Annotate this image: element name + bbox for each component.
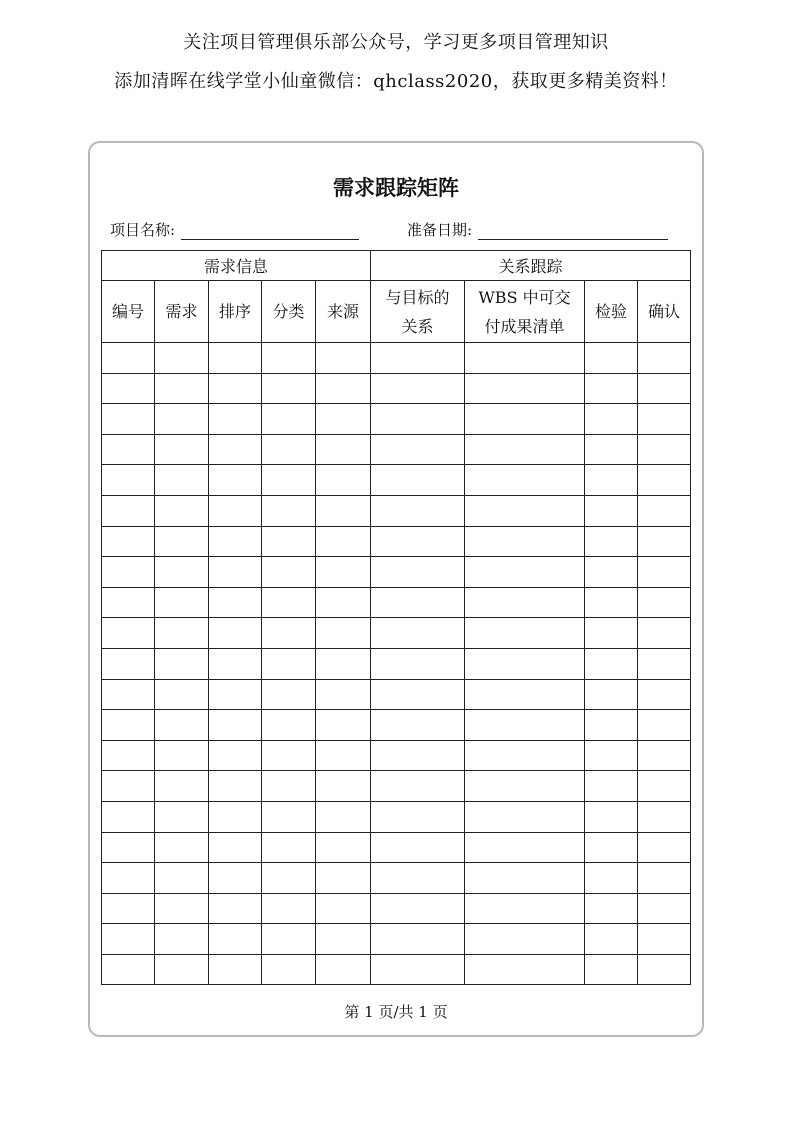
table-cell[interactable] [585,343,638,374]
table-cell[interactable] [465,404,585,435]
table-cell[interactable] [638,740,691,771]
table-row [102,465,691,496]
table-cell[interactable] [209,648,262,679]
table-cell[interactable] [102,434,155,465]
table-cell[interactable] [102,343,155,374]
table-cell[interactable] [316,526,371,557]
table-cell[interactable] [465,587,585,618]
table-cell[interactable] [371,404,465,435]
table-cell[interactable] [316,495,371,526]
column-header-verification-text: 检验 [594,302,627,321]
table-cell[interactable] [155,434,209,465]
table-cell[interactable] [585,740,638,771]
table-cell[interactable] [102,618,155,649]
table-cell[interactable] [638,801,691,832]
table-cell[interactable] [262,495,316,526]
table-cell[interactable] [155,465,209,496]
table-cell[interactable] [465,801,585,832]
table-cell[interactable] [638,526,691,557]
table-cell[interactable] [155,404,209,435]
page-number-footer: 第 1 页/共 1 页 [344,1003,448,1021]
column-header-requirement [155,281,209,343]
table-cell[interactable] [155,740,209,771]
table-cell[interactable] [316,618,371,649]
column-header-category-text: 分类 [272,302,305,321]
table-cell[interactable] [102,526,155,557]
column-header-priority-text: 排序 [218,302,251,321]
table-cell[interactable] [465,740,585,771]
table-cell[interactable] [585,924,638,955]
table-cell[interactable] [316,587,371,618]
column-header-wbs-deliverables [465,281,585,343]
table-cell[interactable] [638,710,691,741]
table-cell[interactable] [585,648,638,679]
table-cell[interactable] [371,740,465,771]
table-cell[interactable] [465,863,585,894]
table-cell[interactable] [155,771,209,802]
table-cell[interactable] [102,495,155,526]
table-cell[interactable] [209,710,262,741]
table-cell[interactable] [465,924,585,955]
table-cell[interactable] [638,863,691,894]
table-cell[interactable] [371,679,465,710]
column-header-requirement-text: 需求 [165,302,198,321]
table-cell[interactable] [209,924,262,955]
table-cell[interactable] [102,771,155,802]
table-cell[interactable] [262,863,316,894]
table-cell[interactable] [155,710,209,741]
table-cell[interactable] [262,954,316,985]
table-cell[interactable] [155,373,209,404]
table-cell[interactable] [102,373,155,404]
table-cell[interactable] [262,404,316,435]
table-cell[interactable] [102,832,155,863]
table-cell[interactable] [209,679,262,710]
table-row [102,710,691,741]
table-cell[interactable] [585,710,638,741]
table-cell[interactable] [371,618,465,649]
table-cell[interactable] [371,710,465,741]
table-cell[interactable] [585,557,638,588]
table-row [102,557,691,588]
prep-date-label: 准备日期: [407,221,473,239]
table-cell[interactable] [371,343,465,374]
table-cell[interactable] [209,495,262,526]
table-cell[interactable] [209,863,262,894]
table-cell[interactable] [465,832,585,863]
table-cell[interactable] [638,404,691,435]
project-name-blank-line[interactable] [181,223,359,240]
table-cell[interactable] [638,373,691,404]
table-row [102,924,691,955]
table-cell[interactable] [155,648,209,679]
table-cell[interactable] [209,526,262,557]
column-header-wbs-deliverables-line2: 付成果清单 [484,316,565,336]
table-cell[interactable] [102,465,155,496]
table-cell[interactable] [155,526,209,557]
table-row [102,771,691,802]
column-header-source [316,281,371,343]
table-cell[interactable] [585,587,638,618]
table-cell[interactable] [209,893,262,924]
table-cell[interactable] [638,587,691,618]
table-cell[interactable] [155,343,209,374]
table-row [102,495,691,526]
column-header-objective-relation-line2: 关系 [401,316,434,336]
requirements-traceability-table [101,250,691,985]
table-cell[interactable] [371,557,465,588]
table-cell[interactable] [585,526,638,557]
table-row [102,373,691,404]
table-cell[interactable] [316,648,371,679]
table-cell[interactable] [638,495,691,526]
column-header-id-text: 编号 [111,302,144,321]
table-cell[interactable] [102,740,155,771]
table-cell[interactable] [262,893,316,924]
group-header-relationship-tracking: 关系跟踪 [371,251,691,281]
table-cell[interactable] [262,465,316,496]
table-cell[interactable] [262,924,316,955]
table-cell[interactable] [316,343,371,374]
table-cell[interactable] [465,618,585,649]
table-cell[interactable] [155,954,209,985]
table-cell[interactable] [209,434,262,465]
table-cell[interactable] [155,557,209,588]
table-cell[interactable] [102,648,155,679]
project-name-field [110,219,359,240]
table-cell[interactable] [638,648,691,679]
table-cell[interactable] [465,648,585,679]
table-cell[interactable] [155,618,209,649]
table-cell[interactable] [371,526,465,557]
table-cell[interactable] [209,404,262,435]
table-cell[interactable] [371,863,465,894]
column-header-source-text: 来源 [326,302,359,321]
table-row [102,679,691,710]
table-cell[interactable] [371,434,465,465]
group-header-requirement-info: 需求信息 [102,251,371,281]
table-cell[interactable] [155,893,209,924]
table-cell[interactable] [316,924,371,955]
table-cell[interactable] [465,954,585,985]
table-cell[interactable] [155,924,209,955]
prep-date-field [407,219,668,240]
column-header-category [262,281,316,343]
table-cell[interactable] [209,740,262,771]
table-cell[interactable] [585,434,638,465]
table-cell[interactable] [262,679,316,710]
document-title: 需求跟踪矩阵 [333,176,459,200]
table-cell[interactable] [209,557,262,588]
table-cell[interactable] [316,863,371,894]
table-cell[interactable] [371,587,465,618]
table-cell[interactable] [209,954,262,985]
table-cell[interactable] [371,832,465,863]
table-cell[interactable] [102,924,155,955]
table-cell[interactable] [316,893,371,924]
table-cell[interactable] [585,618,638,649]
table-cell[interactable] [102,679,155,710]
table-cell[interactable] [316,740,371,771]
table-cell[interactable] [316,557,371,588]
table-cell[interactable] [465,434,585,465]
table-cell[interactable] [638,343,691,374]
table-row [102,648,691,679]
banner-line-1: 关注项目管理俱乐部公众号，学习更多项目管理知识 [183,32,609,53]
table-cell[interactable] [585,404,638,435]
table-cell[interactable] [316,832,371,863]
table-cell[interactable] [371,954,465,985]
table-cell[interactable] [638,771,691,802]
table-cell[interactable] [102,893,155,924]
column-header-validation [638,281,691,343]
table-cell[interactable] [465,557,585,588]
table-cell[interactable] [638,465,691,496]
table-cell[interactable] [102,954,155,985]
table-cell[interactable] [262,587,316,618]
table-row [102,954,691,985]
table-cell[interactable] [638,557,691,588]
table-cell[interactable] [316,771,371,802]
banner-line-2: 添加清晖在线学堂小仙童微信：qhclass2020，获取更多精美资料！ [114,71,678,92]
table-cell[interactable] [585,832,638,863]
table-row [102,434,691,465]
table-row [102,801,691,832]
table-cell[interactable] [371,373,465,404]
table-row [102,893,691,924]
table-cell[interactable] [316,710,371,741]
table-cell[interactable] [102,557,155,588]
prep-date-blank-line[interactable] [478,223,668,240]
table-cell[interactable] [465,771,585,802]
table-cell[interactable] [316,954,371,985]
table-cell[interactable] [465,373,585,404]
table-cell[interactable] [155,495,209,526]
table-cell[interactable] [638,832,691,863]
table-cell[interactable] [209,801,262,832]
table-cell[interactable] [102,801,155,832]
column-header-id [102,281,155,343]
table-cell[interactable] [638,618,691,649]
table-cell[interactable] [465,893,585,924]
table-cell[interactable] [209,465,262,496]
table-cell[interactable] [155,832,209,863]
table-cell[interactable] [262,373,316,404]
table-cell[interactable] [316,373,371,404]
column-header-verification [585,281,638,343]
table-cell[interactable] [102,404,155,435]
table-row [102,404,691,435]
table-cell[interactable] [209,618,262,649]
table-cell[interactable] [209,832,262,863]
column-header-priority [209,281,262,343]
table-cell[interactable] [316,434,371,465]
table-cell[interactable] [155,863,209,894]
table-cell[interactable] [262,434,316,465]
table-cell[interactable] [585,495,638,526]
table-cell[interactable] [585,863,638,894]
table-row [102,587,691,618]
table-row [102,343,691,374]
table-row [102,863,691,894]
table-cell[interactable] [638,679,691,710]
table-cell[interactable] [262,801,316,832]
table-cell[interactable] [262,710,316,741]
table-cell[interactable] [585,954,638,985]
table-row [102,526,691,557]
table-cell[interactable] [102,587,155,618]
table-cell[interactable] [262,648,316,679]
table-cell[interactable] [371,648,465,679]
table-cell[interactable] [585,893,638,924]
table-cell[interactable] [465,495,585,526]
table-cell[interactable] [585,771,638,802]
column-header-objective-relation [371,281,465,343]
table-cell[interactable] [316,465,371,496]
table-cell[interactable] [465,679,585,710]
table-row [102,832,691,863]
table-cell[interactable] [465,526,585,557]
table-cell[interactable] [316,679,371,710]
table-cell[interactable] [371,801,465,832]
table-cell[interactable] [638,924,691,955]
table-cell[interactable] [316,801,371,832]
table-cell[interactable] [316,404,371,435]
table-cell[interactable] [262,526,316,557]
table-cell[interactable] [155,587,209,618]
column-header-validation-text: 确认 [647,302,680,321]
table-cell[interactable] [638,893,691,924]
table-cell[interactable] [585,373,638,404]
table-cell[interactable] [262,771,316,802]
table-cell[interactable] [102,710,155,741]
table-cell[interactable] [155,801,209,832]
table-row [102,740,691,771]
table-cell[interactable] [102,863,155,894]
column-header-objective-relation-line1: 与目标的 [385,287,450,307]
column-header-wbs-deliverables-line1: WBS 中可交 [478,287,571,307]
table-cell[interactable] [371,495,465,526]
table-cell[interactable] [585,801,638,832]
table-cell[interactable] [585,465,638,496]
table-cell[interactable] [209,373,262,404]
table-cell[interactable] [585,679,638,710]
table-cell[interactable] [638,434,691,465]
table-cell[interactable] [262,832,316,863]
table-cell[interactable] [371,771,465,802]
table-cell[interactable] [371,893,465,924]
table-cell[interactable] [262,557,316,588]
table-cell[interactable] [209,771,262,802]
table-cell[interactable] [209,343,262,374]
table-cell[interactable] [371,924,465,955]
project-name-label: 项目名称: [110,221,176,239]
table-row [102,618,691,649]
table-cell[interactable] [371,465,465,496]
table-cell[interactable] [262,740,316,771]
table-cell[interactable] [638,954,691,985]
table-cell[interactable] [262,618,316,649]
table-cell[interactable] [465,465,585,496]
table-cell[interactable] [209,587,262,618]
table-cell[interactable] [465,710,585,741]
table-cell[interactable] [155,679,209,710]
table-cell[interactable] [465,343,585,374]
table-cell[interactable] [262,343,316,374]
table-body [102,343,691,985]
